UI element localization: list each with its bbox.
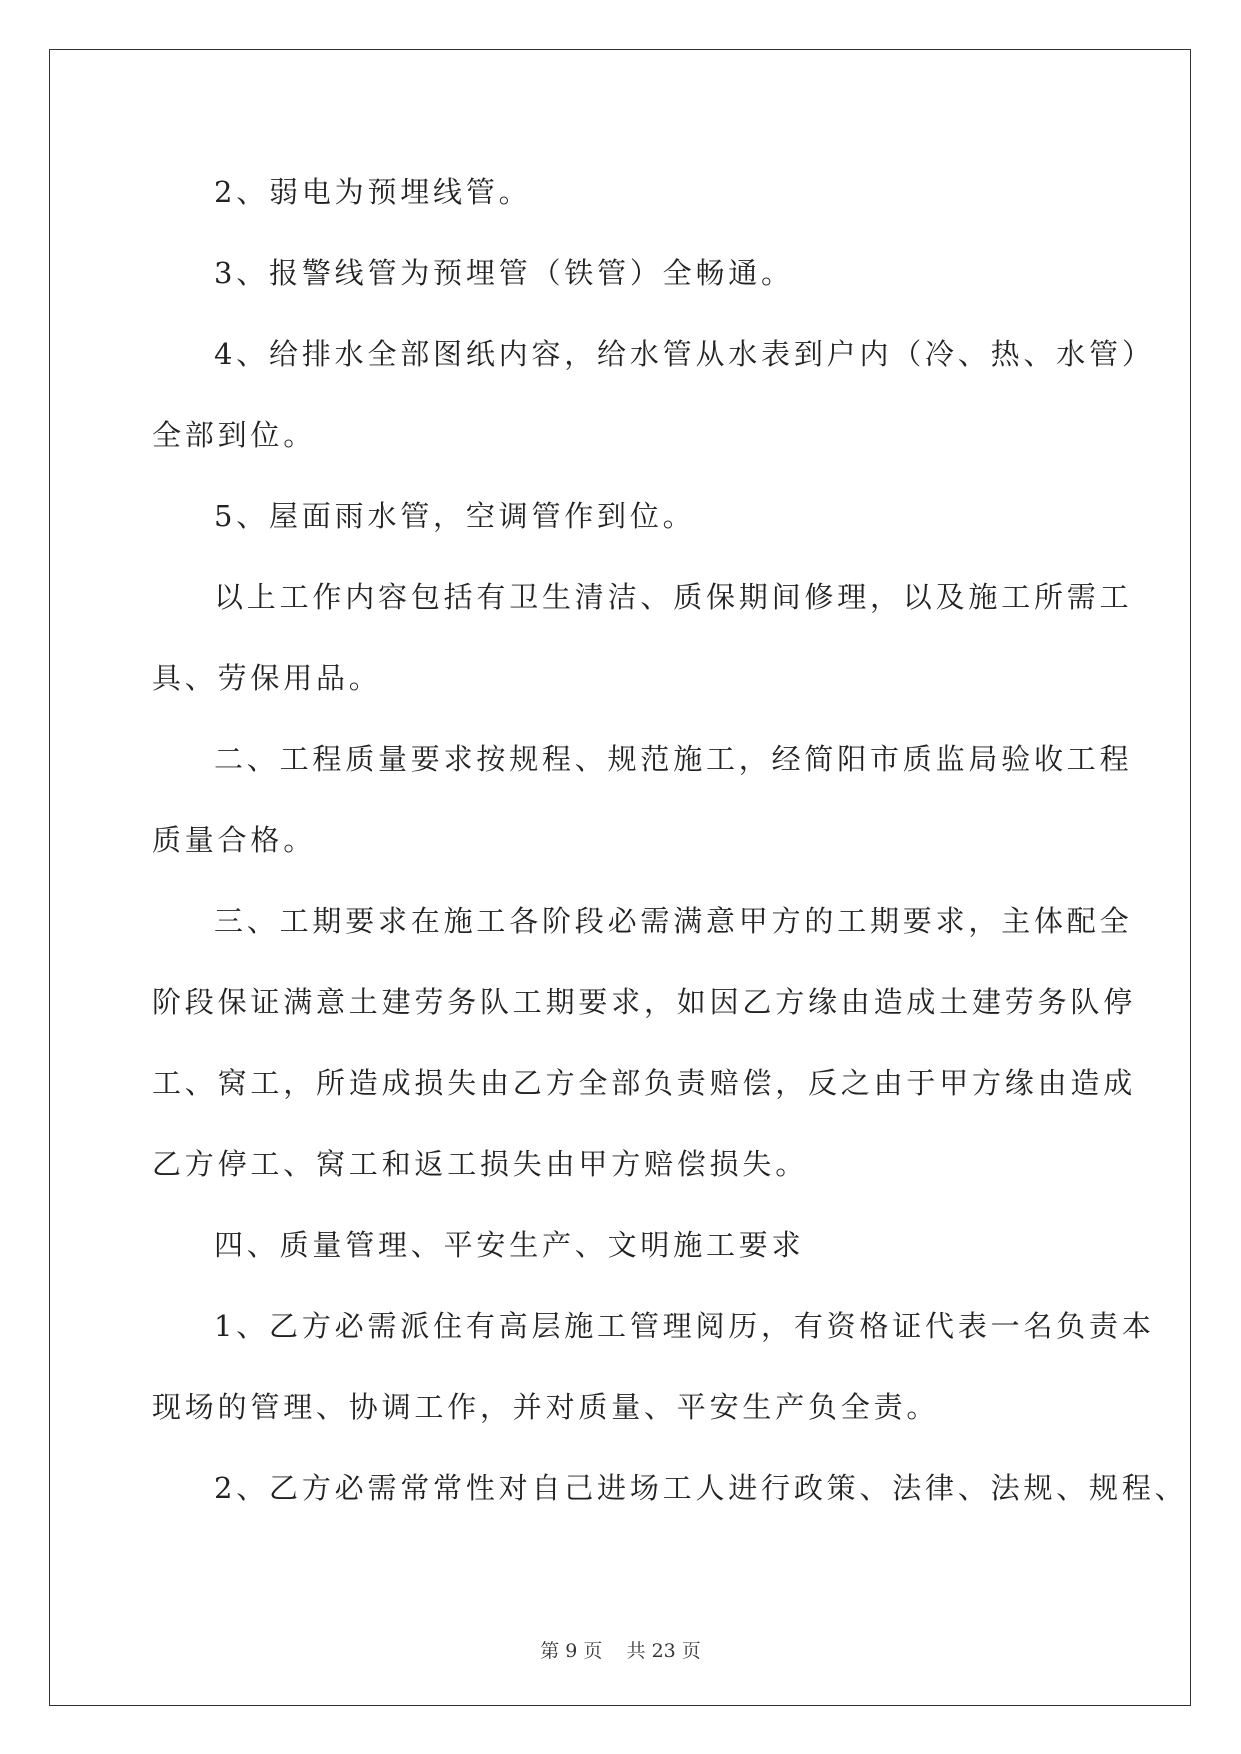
paragraph-line: 3、报警线管为预埋管（铁管）全畅通。 — [214, 256, 794, 290]
paragraph-line: 乙方停工、窝工和返工损失由甲方赔偿损失。 — [152, 1147, 809, 1181]
paragraph-line: 5、屋面雨水管，空调管作到位。 — [214, 499, 696, 533]
paragraph-line: 质量合格。 — [152, 823, 317, 857]
paragraph-line: 1、乙方必需派住有高层施工管理阅历，有资格证代表一名负责本 — [214, 1309, 1155, 1343]
paragraph-line: 二、工程质量要求按规程、规范施工，经简阳市质监局验收工程 — [214, 742, 1133, 776]
page-number-footer: 第 9 页 共 23 页 — [540, 1640, 701, 1662]
paragraph-line: 四、质量管理、平安生产、文明施工要求 — [214, 1228, 805, 1262]
paragraph-line: 4、给排水全部图纸内容，给水管从水表到户内（冷、热、水管） — [214, 337, 1155, 371]
paragraph-line: 全部到位。 — [152, 418, 317, 452]
paragraph-line: 具、劳保用品。 — [152, 661, 382, 695]
paragraph-line: 现场的管理、协调工作，并对质量、平安生产负全责。 — [152, 1390, 940, 1424]
page-border — [49, 49, 1191, 1706]
paragraph-line: 2、乙方必需常常性对自己进场工人进行政策、法律、法规、规程、 — [214, 1471, 1188, 1505]
paragraph-line: 阶段保证满意土建劳务队工期要求，如因乙方缘由造成土建劳务队停 — [152, 985, 1137, 1019]
paragraph-line: 工、窝工，所造成损失由乙方全部负责赔偿，反之由于甲方缘由造成 — [152, 1066, 1137, 1100]
paragraph-line: 以上工作内容包括有卫生清洁、质保期间修理，以及施工所需工 — [214, 580, 1133, 614]
paragraph-line: 2、弱电为预埋线管。 — [214, 175, 532, 209]
paragraph-line: 三、工期要求在施工各阶段必需满意甲方的工期要求，主体配全 — [214, 904, 1133, 938]
